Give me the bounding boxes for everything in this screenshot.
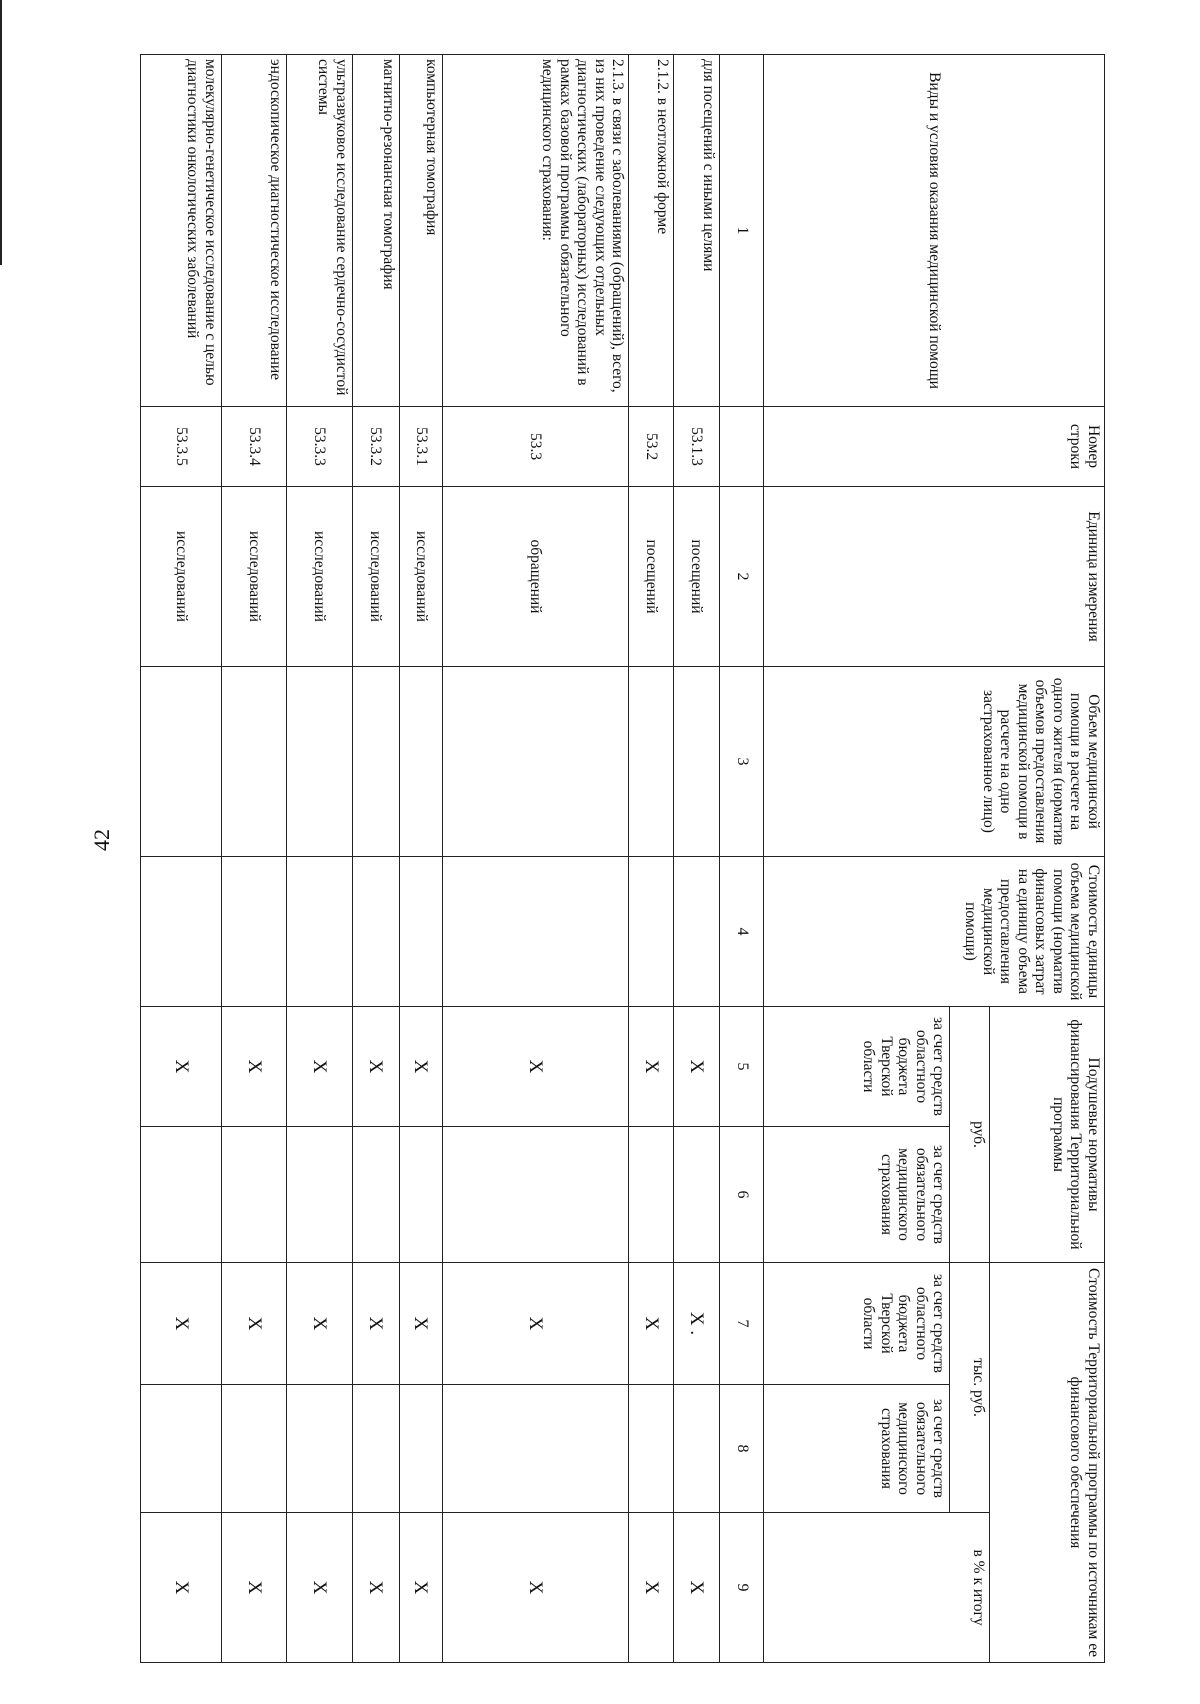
row-unit: исследований — [141, 487, 222, 667]
header-volume: Объем медицинской помощи в расчете на одного жителя (норматив объемов предоставления медицинской помощи в расчете на одно застрахованное лицо) — [763, 667, 1104, 857]
row-name: эндоскопическое диагностическое исследование — [221, 55, 287, 407]
row-volume — [399, 667, 442, 857]
row-cost-unit — [221, 857, 287, 1007]
table-row — [629, 55, 673, 1663]
row-line: 53.3.5 — [141, 407, 222, 487]
row-name: магнитно-резонансная томография — [352, 55, 399, 407]
row-col5: X — [442, 1007, 628, 1127]
row-unit: обращений — [442, 487, 628, 667]
row-col5: X — [141, 1007, 222, 1127]
row-col7: X . — [673, 1263, 720, 1385]
column-number-2: 2 — [720, 487, 763, 667]
column-number-3: 3 — [720, 667, 763, 857]
row-name: 2.1.2. в неотложной форме — [629, 55, 673, 407]
header-rub: руб. — [950, 1007, 989, 1263]
row-unit: исследований — [221, 487, 287, 667]
scan-edge-line — [0, 0, 2, 265]
row-cost-unit — [399, 857, 442, 1007]
row-line: 53.1.3 — [673, 407, 720, 487]
column-number-5: 5 — [720, 1007, 763, 1127]
header-line-number: Номер строки — [763, 407, 1104, 487]
row-name: компьютерная томография — [399, 55, 442, 407]
table-row — [221, 55, 287, 1663]
row-col8 — [442, 1385, 628, 1513]
row-volume — [352, 667, 399, 857]
row-line: 53.2 — [629, 407, 673, 487]
row-col5: X — [352, 1007, 399, 1127]
row-volume — [673, 667, 720, 857]
row-col8 — [352, 1385, 399, 1513]
row-col6 — [287, 1127, 353, 1263]
row-col5: X — [629, 1007, 673, 1127]
row-col7: X — [442, 1263, 628, 1385]
row-col6 — [221, 1127, 287, 1263]
row-col8 — [141, 1385, 222, 1513]
header-per-capita-norms: Подушевые нормативы финансирования Территориальной программы — [989, 1007, 1104, 1263]
row-volume — [221, 667, 287, 857]
row-line: 53.3.1 — [399, 407, 442, 487]
row-col7: X — [221, 1263, 287, 1385]
table-row — [673, 55, 720, 1663]
row-col7: X — [352, 1263, 399, 1385]
column-number-6: 6 — [720, 1127, 763, 1263]
row-unit: исследований — [399, 487, 442, 667]
row-unit: исследований — [352, 487, 399, 667]
row-col8 — [673, 1385, 720, 1513]
row-unit: исследований — [287, 487, 353, 667]
rotated-table-container — [140, 54, 1105, 1662]
row-volume — [442, 667, 628, 857]
row-col8 — [629, 1385, 673, 1513]
row-col7: X — [629, 1263, 673, 1385]
row-col6 — [141, 1127, 222, 1263]
column-number-1: 1 — [720, 55, 763, 407]
subheader-oms-norm: за счет средств обязательного медицинского страхования — [763, 1127, 949, 1263]
row-cost-unit — [141, 857, 222, 1007]
header-thousand-rub: тыс. руб. — [950, 1263, 989, 1513]
row-col7: X — [287, 1263, 353, 1385]
row-line: 53.3.2 — [352, 407, 399, 487]
row-cost-unit — [673, 857, 720, 1007]
row-line: 53.3.3 — [287, 407, 353, 487]
row-name: молекулярно-генетическое исследование с целью диагностики онкологических заболеваний — [141, 55, 222, 407]
row-col8 — [221, 1385, 287, 1513]
row-col9: X — [629, 1513, 673, 1663]
row-col9: X — [221, 1513, 287, 1663]
column-number-4: 4 — [720, 857, 763, 1007]
row-col9: X — [141, 1513, 222, 1663]
header-cost-unit: Стоимость единицы объема медицинской помощи (норматив финансовых затрат на единицу объема предоставления медицинской помощи) — [763, 857, 1104, 1007]
subheader-budget-total: за счет средств областного бюджета Тверской области — [763, 1263, 949, 1385]
row-col5: X — [673, 1007, 720, 1127]
row-volume — [629, 667, 673, 857]
row-col6 — [673, 1127, 720, 1263]
row-col5: X — [399, 1007, 442, 1127]
row-name: для посещений с иными целями — [673, 55, 720, 407]
row-line: 53.3 — [442, 407, 628, 487]
column-number-row — [720, 55, 763, 1663]
row-volume — [141, 667, 222, 857]
row-cost-unit — [629, 857, 673, 1007]
row-col9: X — [399, 1513, 442, 1663]
row-cost-unit — [287, 857, 353, 1007]
row-name: ультразвуковое исследование сердечно-сосудистой системы — [287, 55, 353, 407]
row-col7: X — [399, 1263, 442, 1385]
row-col8 — [399, 1385, 442, 1513]
row-unit: посещений — [629, 487, 673, 667]
row-col6 — [442, 1127, 628, 1263]
header-percent: в % к итогу — [763, 1513, 989, 1663]
financing-table — [140, 54, 1105, 1663]
table-row — [352, 55, 399, 1663]
row-unit: посещений — [673, 487, 720, 667]
page-number: 42 — [89, 829, 114, 851]
row-name: 2.1.3. в связи с заболеваниями (обращений), всего, из них проведение следующих отдельных диагностических (лабораторных) исследований в рамках базовой программы обязательного медицинского страхования: — [442, 55, 628, 407]
row-col8 — [287, 1385, 353, 1513]
row-col6 — [399, 1127, 442, 1263]
subheader-budget-norm: за счет средств областного бюджета Тверской области — [763, 1007, 949, 1127]
table-row — [442, 55, 628, 1663]
row-col9: X — [287, 1513, 353, 1663]
row-col9: X — [352, 1513, 399, 1663]
row-cost-unit — [442, 857, 628, 1007]
row-cost-unit — [352, 857, 399, 1007]
column-number-7: 7 — [720, 1263, 763, 1385]
table-row — [399, 55, 442, 1663]
table-row — [287, 55, 353, 1663]
column-number-1b — [720, 407, 763, 487]
row-col9: X — [673, 1513, 720, 1663]
subheader-oms-total: за счет средств обязательного медицинского страхования — [763, 1385, 949, 1513]
row-col6 — [629, 1127, 673, 1263]
table-row — [141, 55, 222, 1663]
row-col5: X — [287, 1007, 353, 1127]
header-unit: Единица измерения — [763, 487, 1104, 667]
header-kind: Виды и условия оказания медицинской помощи — [763, 55, 1104, 407]
row-col7: X — [141, 1263, 222, 1385]
column-number-9: 9 — [720, 1513, 763, 1663]
row-line: 53.3.4 — [221, 407, 287, 487]
header-program-cost: Стоимость Территориальной программы по источникам ее финансового обеспечения — [989, 1263, 1104, 1663]
row-volume — [287, 667, 353, 857]
row-col6 — [352, 1127, 399, 1263]
row-col5: X — [221, 1007, 287, 1127]
column-number-8: 8 — [720, 1385, 763, 1513]
row-col9: X — [442, 1513, 628, 1663]
